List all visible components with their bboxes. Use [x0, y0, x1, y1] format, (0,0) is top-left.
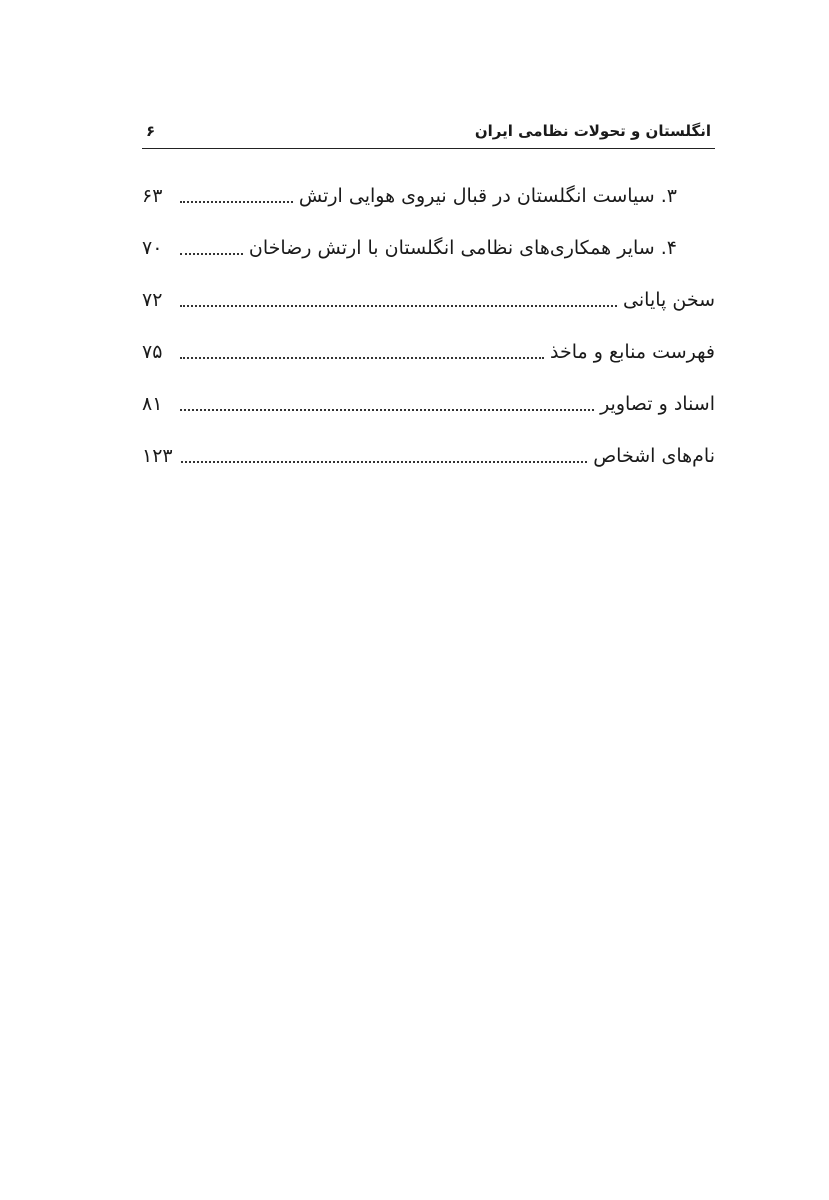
- toc-entry: [142, 378, 715, 430]
- toc-entry: [142, 430, 715, 482]
- toc-entry: [142, 326, 715, 378]
- table-of-contents: [142, 170, 715, 482]
- dot-leader: [181, 461, 588, 463]
- dot-leader: [180, 253, 243, 255]
- toc-entry-page: ۸۱: [142, 393, 163, 415]
- toc-entry-title: فهرست منابع و ماخذ: [550, 341, 715, 363]
- dot-leader: [180, 305, 617, 307]
- toc-entry-title: ۴. سایر همکاری‌های نظامی انگلستان با ارتش رضاخان: [248, 237, 677, 259]
- toc-entry-page: ۷۲: [142, 289, 163, 311]
- toc-entry-page: ۷۰: [142, 237, 163, 259]
- running-header: [142, 116, 715, 149]
- dot-leader: [180, 409, 594, 411]
- toc-entry-page: ۶۳: [142, 185, 163, 207]
- running-title: انگلستان و تحولات نظامی ایران: [474, 122, 711, 140]
- toc-entry-page: ۱۲۳: [142, 445, 173, 467]
- dot-leader: [180, 201, 293, 203]
- dot-leader: [180, 357, 544, 359]
- toc-entry-title: اسناد و تصاویر: [600, 393, 715, 415]
- toc-entry: [142, 274, 715, 326]
- toc-entry: [142, 222, 715, 274]
- toc-entry-page: ۷۵: [142, 341, 163, 363]
- page-number: ۶: [146, 122, 156, 140]
- toc-entry-title: نام‌های اشخاص: [593, 445, 715, 467]
- toc-entry: [142, 170, 715, 222]
- toc-entry-title: ۳. سیاست انگلستان در قبال نیروی هوایی ارتش: [298, 185, 677, 207]
- toc-entry-title: سخن پایانی: [623, 289, 715, 311]
